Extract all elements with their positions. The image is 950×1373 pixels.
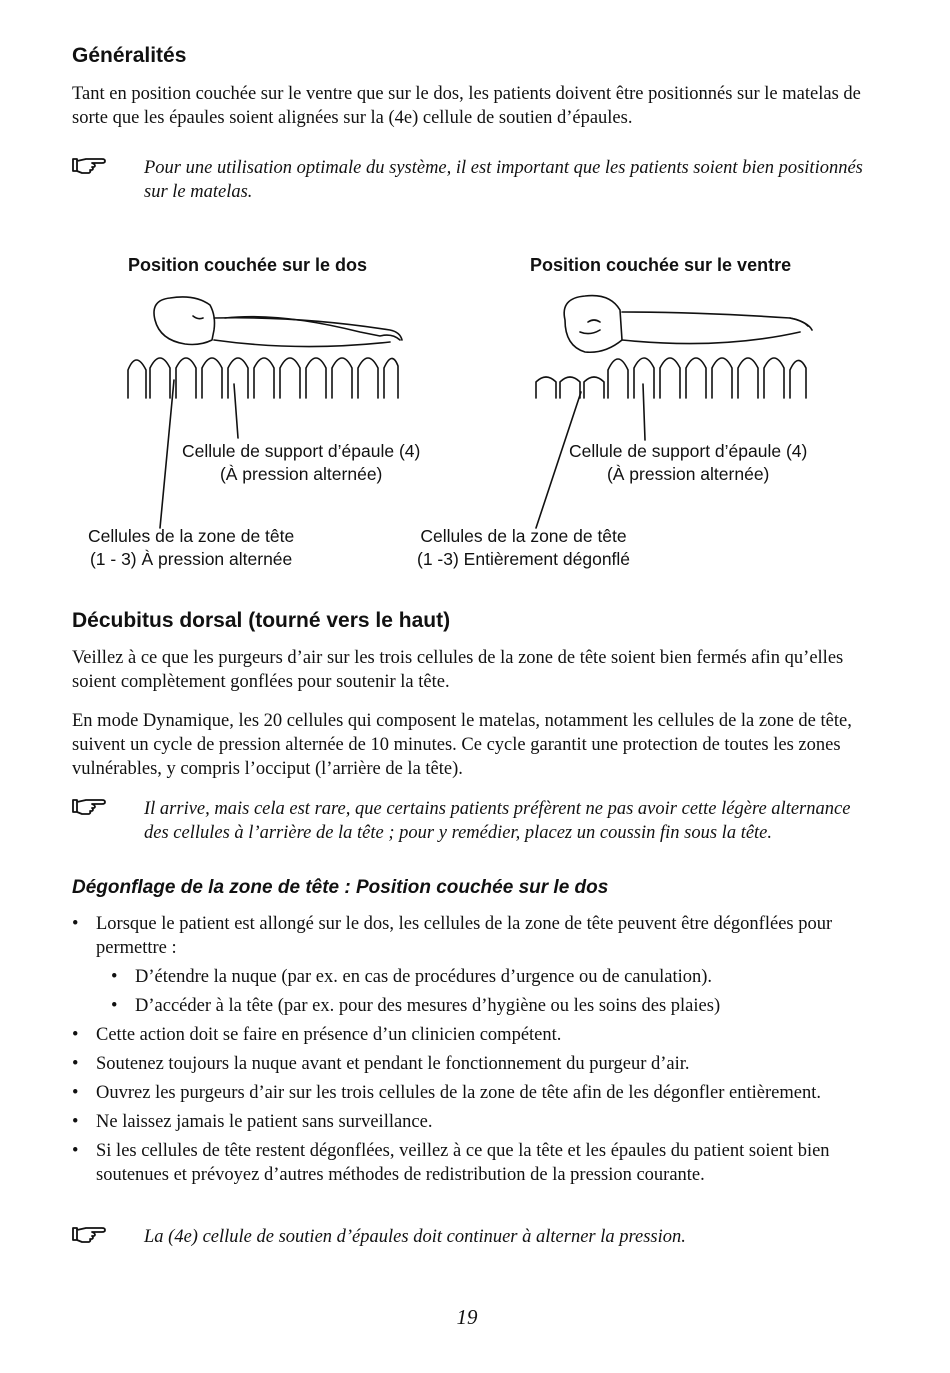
paragraph-dynamic-mode: En mode Dynamique, les 20 cellules qui composent le matelas, notamment les cellules de la zone de tête, suivent un cycle de pression alternée de 10 minutes. Ce cycle garantit une protection de toutes les zones vulnérables, y compris l’occiput (l’arrière de la tête).	[72, 711, 852, 779]
leader-head-back	[160, 380, 174, 528]
label-shoulder-cell-front: Cellule de support d’épaule (4) (À pression alternée)	[569, 441, 808, 484]
heading-decubitus-dorsal: Décubitus dorsal (tourné vers le haut)	[72, 609, 451, 632]
prone-patient-figure	[564, 296, 812, 353]
label-head-cells-back: Cellules de la zone de tête (1 - 3) À pression alternée	[88, 526, 295, 569]
right-mattress-cells	[536, 358, 806, 398]
note-text: Pour une utilisation optimale du système, il est important que les patients soient bien positionnés sur le matelas.	[144, 158, 863, 202]
diagram-title-front: Position couchée sur le ventre	[530, 255, 792, 275]
label-shoulder-cell-back: Cellule de support d’épaule (4) (À pression alternée)	[182, 441, 421, 484]
list-item: • Ouvrez les purgeurs d’air sur les trois cellules de la zone de tête afin de les dégonfler entièrement.	[72, 1081, 872, 1105]
paragraph-air-valves: Veillez à ce que les purgeurs d’air sur les trois cellules de la zone de tête soient bien fermés afin qu’elles soient complètement gonflées pour soutenir la tête.	[72, 648, 844, 692]
list-item: • D’étendre la nuque (par ex. en cas de procédures d’urgence ou de canulation).	[72, 965, 872, 989]
note-shoulder-cell	[72, 1225, 872, 1249]
heading-head-deflation: Dégonflage de la zone de tête : Position couchée sur le dos	[72, 877, 609, 898]
leader-shoulder-front	[643, 384, 645, 440]
supine-patient-figure	[154, 297, 402, 347]
bullet-list-deflation	[72, 912, 872, 1192]
pointing-hand-icon	[72, 1222, 108, 1246]
note-head-alternation	[72, 797, 872, 845]
list-item: • D’accéder à la tête (par ex. pour des mesures d’hygiène ou les soins des plaies)	[72, 994, 872, 1018]
page-number: 19	[456, 1305, 478, 1329]
heading-generalites: Généralités	[72, 44, 187, 67]
mattress-diagram	[0, 0, 950, 600]
leader-shoulder-back	[234, 384, 238, 438]
paragraph-positioning: Tant en position couchée sur le ventre que sur le dos, les patients doivent être positionnés sur le matelas de sorte que les épaules soient alignées sur la (4e) cellule de soutien d’épaules.	[72, 84, 861, 128]
pointing-hand-icon	[72, 794, 108, 818]
diagram-title-back: Position couchée sur le dos	[128, 255, 368, 275]
list-item: • Ne laissez jamais le patient sans surveillance.	[72, 1110, 872, 1134]
list-item: • Soutenez toujours la nuque avant et pendant le fonctionnement du purgeur d’air.	[72, 1052, 872, 1076]
note-text: Il arrive, mais cela est rare, que certains patients préfèrent ne pas avoir cette légère alternance des cellules à l’arrière de la tête ; pour y remédier, placez un coussin fin sous la tête.	[144, 799, 851, 843]
list-item: • Si les cellules de tête restent dégonflées, veillez à ce que la tête et les épaules du patient soient bien soutenues et prévoyez d’autres méthodes de redistribution de la pression courante.	[72, 1139, 872, 1187]
left-mattress-cells	[128, 358, 398, 398]
list-item: • Lorsque le patient est allongé sur le dos, les cellules de la zone de tête peuvent être dégonflées pour permettre :	[72, 912, 872, 960]
list-item: • Cette action doit se faire en présence d’un clinicien compétent.	[72, 1023, 872, 1047]
note-text: La (4e) cellule de soutien d’épaules doit continuer à alterner la pression.	[144, 1227, 686, 1247]
label-head-cells-front: Cellules de la zone de tête (1 -3) Entièrement dégonflé	[417, 526, 631, 569]
